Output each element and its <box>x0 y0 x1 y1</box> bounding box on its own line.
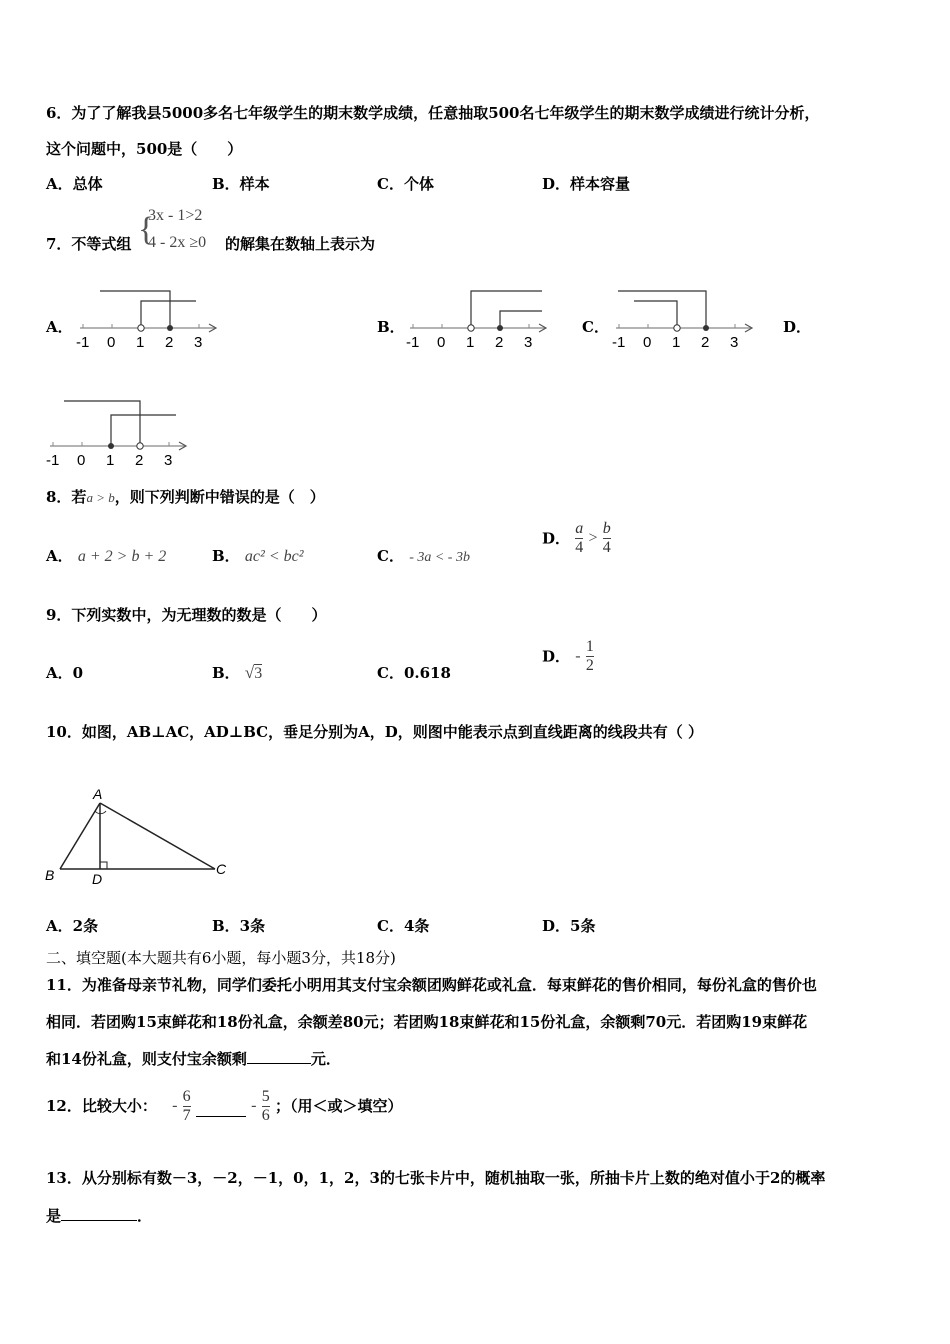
q9-value-a: 0 <box>72 664 84 682</box>
q13-line2-end: ． <box>137 1207 153 1225</box>
q10-title: 10．如图，AB⊥AC，AD⊥BC，垂足分别为A，D，则图中能表示点到直线距离的线段共有（ ） <box>46 723 703 741</box>
option-label: D． <box>542 529 571 548</box>
q9-option-c[interactable] <box>377 663 451 683</box>
tick-label: 1 <box>136 334 145 351</box>
minus-sign: - <box>251 1097 257 1114</box>
q9-option-d[interactable] <box>542 638 594 675</box>
tick-label: 2 <box>495 334 504 351</box>
option-label: D． <box>542 647 571 666</box>
q8-option-b[interactable] <box>212 546 304 567</box>
q10-option-b[interactable]: B．3条 <box>212 917 266 935</box>
q10-option-c[interactable]: C．4条 <box>377 917 430 935</box>
q7-equation-1: 3x - 1>2 <box>148 207 203 224</box>
option-label: A． <box>46 664 73 682</box>
q8-operator: > <box>588 529 598 547</box>
q8-condition: a > b <box>86 490 115 505</box>
point-label-b: B <box>45 867 55 883</box>
point-label-c: C <box>216 861 227 877</box>
option-label: A． <box>46 547 73 565</box>
q10-option-a[interactable]: A．2条 <box>46 917 99 935</box>
q10-option-d[interactable]: D．5条 <box>542 917 596 935</box>
q8-prefix: 8．若 <box>46 488 87 506</box>
tick-label: 2 <box>135 452 144 469</box>
q8-expression-b: ac² < bc² <box>244 548 304 565</box>
q11-line3-end: 元． <box>310 1050 341 1068</box>
tick-label: 0 <box>107 334 116 351</box>
q8-suffix: ，则下列判断中错误的是（ ） <box>114 488 325 506</box>
option-label: B． <box>212 664 240 682</box>
q7-number-line-b <box>400 285 555 355</box>
q6-option-b[interactable]: B．样本 <box>212 175 270 193</box>
q6-option-a[interactable]: A．总体 <box>46 175 103 193</box>
q9-value-b: 3 <box>254 665 263 682</box>
tick-label: 3 <box>524 334 533 351</box>
q8-option-a[interactable] <box>46 546 166 567</box>
q6-option-d[interactable]: D．样本容量 <box>542 175 631 193</box>
tick-label: 0 <box>643 334 652 351</box>
tick-label: 3 <box>164 452 173 469</box>
tick-label: 0 <box>437 334 446 351</box>
q7-option-d-label[interactable]: D． <box>783 318 812 336</box>
tick-label: -1 <box>612 334 626 351</box>
q8-expression-a: a + 2 > b + 2 <box>77 548 167 565</box>
tick-label: 2 <box>701 334 710 351</box>
fraction: $\frac{1}{2}$ <box>585 638 594 674</box>
q13-answer-blank[interactable] <box>61 1206 137 1221</box>
q10-triangle-figure <box>40 780 240 890</box>
q12-suffix: ；（用＜或＞填空） <box>274 1097 403 1115</box>
q12-prefix: 12．比较大小： <box>46 1097 157 1115</box>
q11-answer-blank[interactable] <box>247 1049 311 1064</box>
minus-sign: - <box>172 1097 178 1114</box>
q7-option-a-label[interactable]: A． <box>46 318 73 336</box>
tick-label: -1 <box>46 452 60 469</box>
q7-equation-2: 4 - 2x ≥0 <box>148 234 207 251</box>
tick-label: -1 <box>406 334 420 351</box>
point-label-a: A <box>93 786 103 802</box>
q8-expression-c: - 3a < - 3b <box>409 550 470 565</box>
tick-label: 0 <box>77 452 86 469</box>
q7-option-b-label[interactable]: B． <box>377 318 405 336</box>
tick-label: -1 <box>76 334 90 351</box>
q13-line2-text: 是 <box>46 1207 62 1225</box>
option-label: B． <box>212 547 240 565</box>
q11-line3-text: 和14份礼盒，则支付宝余额剩 <box>46 1050 247 1068</box>
q13-line1: 13．从分别标有数－3，－2，－1，0，1，2，3的七张卡片中，随机抽取一张，所抽卡片上数的绝对值小于2的概率 <box>46 1169 826 1187</box>
fraction: $\frac{5}{6}$ <box>261 1087 270 1124</box>
q9-option-b[interactable] <box>212 663 262 684</box>
q9-value-c: 0.618 <box>403 664 451 682</box>
q9-title: 9．下列实数中，为无理数的数是（ ） <box>46 606 327 624</box>
q6-option-c[interactable]: C．个体 <box>377 175 434 193</box>
q7-prefix: 7．不等式组 <box>46 235 132 253</box>
q6-line1: 6．为了了解我县5000多名七年级学生的期末数学成绩，任意抽取500名七年级学生的期末数学成绩进行统计分析， <box>46 104 820 122</box>
q8-option-c[interactable] <box>377 546 470 568</box>
q7-option-c-label[interactable]: C． <box>582 318 609 336</box>
fraction: $\frac{b}{4}$ <box>602 520 611 556</box>
q7-suffix: 的解集在数轴上表示为 <box>225 235 376 253</box>
q7-brace: { <box>138 211 155 248</box>
option-label: C． <box>377 547 404 565</box>
q11-line2: 相同．若团购15束鲜花和18份礼盒，余额差80元；若团购18束鲜花和15份礼盒，余额剩70元．若团购19束鲜花 <box>46 1013 808 1031</box>
q12-answer-blank[interactable] <box>196 1096 246 1117</box>
tick-label: 1 <box>466 334 475 351</box>
q6-line2: 这个问题中，500是（ ） <box>46 140 243 158</box>
option-label: C． <box>377 664 404 682</box>
tick-label: 1 <box>106 452 115 469</box>
q7-number-line-c <box>606 285 761 355</box>
fraction: $\frac{a}{4}$ <box>575 520 584 556</box>
fraction: $\frac{6}{7}$ <box>182 1087 191 1124</box>
minus-sign: - <box>575 647 581 665</box>
q7-number-line-a <box>70 285 225 355</box>
sqrt-sign: √ <box>244 663 255 682</box>
tick-label: 1 <box>672 334 681 351</box>
tick-label: 3 <box>730 334 739 351</box>
q8-option-d[interactable] <box>542 520 611 557</box>
tick-label: 3 <box>194 334 203 351</box>
tick-label: 2 <box>165 334 174 351</box>
point-label-d: D <box>92 871 103 887</box>
section-heading: 二、填空题(本大题共有6小题，每小题3分，共18分) <box>46 949 396 967</box>
q11-line1: 11．为准备母亲节礼物，同学们委托小明用其支付宝余额团购鲜花或礼盒．每束鲜花的售价相同，每份礼盒的售价也 <box>46 976 817 994</box>
q7-number-line-d <box>40 395 195 470</box>
q9-option-a[interactable] <box>46 663 83 683</box>
